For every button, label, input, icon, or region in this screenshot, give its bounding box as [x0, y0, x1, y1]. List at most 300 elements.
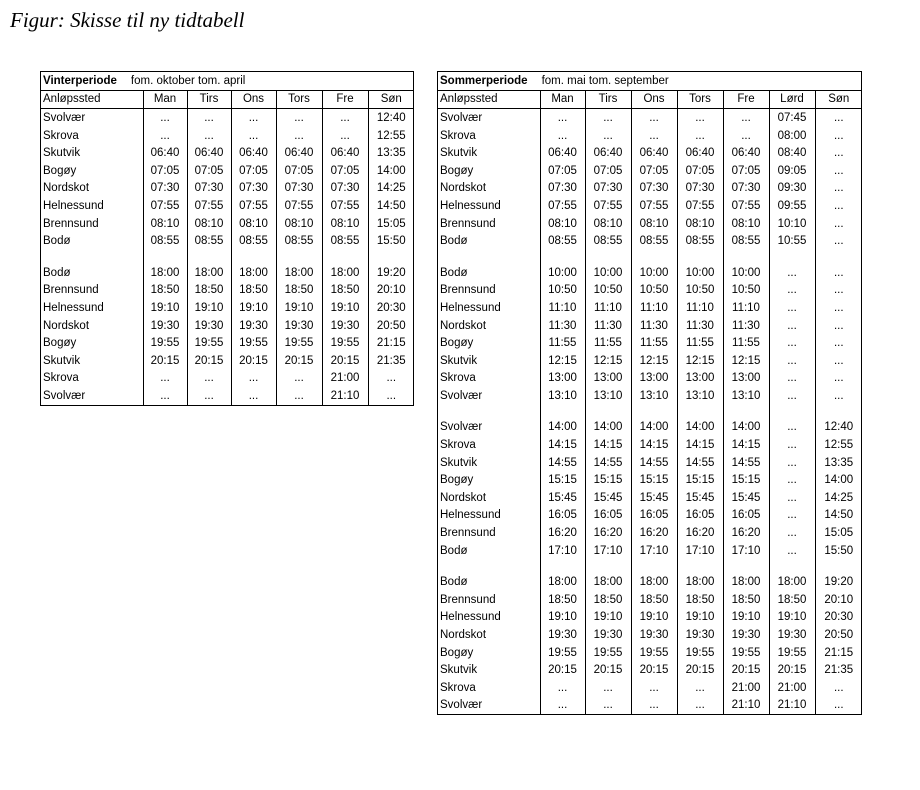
gap-cell: [437, 250, 540, 264]
winter-title: Vinterperiode: [43, 74, 117, 87]
summer-timetable: [437, 71, 862, 715]
departure-time: 19:55: [677, 644, 723, 662]
departure-time: ...: [187, 387, 231, 405]
departure-time: ...: [769, 370, 815, 388]
stop-name: Nordskot: [43, 182, 90, 195]
gap-cell: [815, 559, 862, 573]
departure-time: 07:55: [143, 197, 187, 215]
departure-time: 19:10: [187, 299, 231, 317]
table-row: [40, 387, 414, 405]
summer-title: Sommerperiode: [440, 74, 528, 87]
departure-time: 19:55: [723, 644, 769, 662]
departure-time: 19:30: [631, 626, 677, 644]
departure-time: 15:45: [585, 489, 631, 507]
departure-time: 19:55: [187, 334, 231, 352]
departure-time: 11:55: [585, 334, 631, 352]
departure-time: 19:30: [276, 317, 322, 335]
departure-time: ...: [540, 109, 585, 127]
departure-time: 07:05: [187, 162, 231, 180]
departure-time: ...: [540, 127, 585, 145]
stop-name: Helnessund: [440, 509, 501, 522]
departure-time: 20:15: [322, 352, 368, 370]
departure-time: 09:30: [769, 180, 815, 198]
departure-time: 06:40: [723, 144, 769, 162]
departure-time: 20:15: [540, 661, 585, 679]
stop-name: Nordskot: [440, 182, 487, 195]
departure-time: 19:10: [276, 299, 322, 317]
departure-time: 12:15: [585, 352, 631, 370]
departure-time: 06:40: [322, 144, 368, 162]
departure-time: 08:10: [143, 215, 187, 233]
departure-time: 21:35: [368, 352, 414, 370]
departure-time: ...: [585, 679, 631, 697]
departure-time: 07:55: [231, 197, 276, 215]
departure-time: 19:55: [540, 644, 585, 662]
departure-time: 07:30: [143, 180, 187, 198]
departure-time: ...: [276, 387, 322, 405]
departure-time: ...: [815, 370, 862, 388]
table-row: [437, 644, 862, 662]
table-row: [437, 144, 862, 162]
departure-time: 08:10: [677, 215, 723, 233]
departure-time: 14:15: [723, 436, 769, 454]
departure-time: 20:15: [187, 352, 231, 370]
departure-time: 12:15: [677, 352, 723, 370]
departure-time: 08:10: [723, 215, 769, 233]
departure-time: 07:30: [631, 180, 677, 198]
departure-time: 14:55: [723, 454, 769, 472]
departure-time: ...: [677, 679, 723, 697]
table-row: [437, 232, 862, 250]
stop-name: Svolvær: [40, 387, 143, 405]
departure-time: 20:15: [631, 661, 677, 679]
departure-time: ...: [322, 109, 368, 127]
departure-time: 19:55: [231, 334, 276, 352]
table-row: [437, 626, 862, 644]
departure-time: 14:55: [540, 454, 585, 472]
table-row: [437, 334, 862, 352]
departure-time: 13:10: [540, 387, 585, 405]
table-row: [437, 609, 862, 627]
day-column-header: Fre: [322, 90, 368, 109]
departure-time: 06:40: [631, 144, 677, 162]
departure-time: 19:30: [723, 626, 769, 644]
departure-time: 19:10: [585, 609, 631, 627]
departure-time: ...: [815, 299, 862, 317]
table-row: [437, 162, 862, 180]
section-gap: [40, 250, 414, 264]
gap-cell: [40, 250, 143, 264]
departure-time: 17:10: [723, 542, 769, 560]
gap-cell: [322, 250, 368, 264]
departure-time: ...: [769, 282, 815, 300]
departure-time: 21:35: [815, 661, 862, 679]
stop-name: Skutvik: [440, 456, 478, 469]
departure-time: 10:50: [585, 282, 631, 300]
departure-time: 07:30: [723, 180, 769, 198]
gap-cell: [723, 250, 769, 264]
departure-time: 17:10: [631, 542, 677, 560]
departure-time: 06:40: [276, 144, 322, 162]
departure-time: 10:50: [677, 282, 723, 300]
departure-time: ...: [769, 454, 815, 472]
departure-time: 08:10: [322, 215, 368, 233]
day-column-header: Søn: [368, 90, 414, 109]
table-row: [40, 215, 414, 233]
departure-time: 15:50: [368, 232, 414, 250]
departure-time: 11:10: [723, 299, 769, 317]
stop-name: Brennsund: [440, 284, 496, 297]
departure-time: 18:00: [276, 264, 322, 282]
departure-time: 19:30: [585, 626, 631, 644]
departure-time: 07:05: [231, 162, 276, 180]
stop-name: Skrova: [440, 681, 476, 694]
table-row: [437, 197, 862, 215]
table-row: [40, 127, 414, 145]
stop-name: Skutvik: [43, 354, 81, 367]
table-row: [437, 180, 862, 198]
departure-time: 12:55: [368, 127, 414, 145]
departure-time: 13:10: [677, 387, 723, 405]
departure-time: 06:40: [187, 144, 231, 162]
departure-time: 19:10: [723, 609, 769, 627]
section-gap: [437, 405, 862, 419]
gap-cell: [677, 250, 723, 264]
departure-time: 11:30: [677, 317, 723, 335]
departure-time: 18:50: [231, 282, 276, 300]
departure-time: 13:00: [677, 370, 723, 388]
departure-time: 18:50: [143, 282, 187, 300]
gap-cell: [437, 405, 540, 419]
departure-time: 18:50: [276, 282, 322, 300]
departure-time: 15:45: [723, 489, 769, 507]
departure-time: 12:15: [723, 352, 769, 370]
departure-time: 19:10: [540, 609, 585, 627]
departure-time: 07:30: [276, 180, 322, 198]
gap-cell: [231, 250, 276, 264]
stop-name: Brennsund: [440, 217, 496, 230]
day-column-header: Tors: [276, 90, 322, 109]
winter-timetable: [40, 71, 414, 406]
table-row: [437, 542, 862, 560]
departure-time: 07:30: [677, 180, 723, 198]
departure-time: 18:00: [631, 573, 677, 591]
stop-name: Svolvær: [43, 111, 86, 124]
departure-time: 15:15: [585, 471, 631, 489]
departure-time: 20:15: [677, 661, 723, 679]
stop-name: Bodø: [440, 266, 468, 279]
departure-time: 07:55: [540, 197, 585, 215]
departure-time: 14:15: [585, 436, 631, 454]
figure-caption: Figur: Skisse til ny tidtabell: [10, 8, 245, 32]
departure-time: 11:30: [540, 317, 585, 335]
departure-time: 07:55: [677, 197, 723, 215]
departure-time: 20:15: [723, 661, 769, 679]
departure-time: 15:45: [631, 489, 677, 507]
departure-time: ...: [631, 679, 677, 697]
gap-cell: [187, 250, 231, 264]
departure-time: ...: [769, 387, 815, 405]
departure-time: ...: [585, 109, 631, 127]
departure-time: 19:30: [322, 317, 368, 335]
stop-name: Skrova: [440, 129, 476, 142]
table-row: [40, 197, 414, 215]
section-gap: [437, 559, 862, 573]
departure-time: 07:05: [677, 162, 723, 180]
departure-time: ...: [143, 387, 187, 405]
table-row: [437, 454, 862, 472]
departure-time: 16:05: [631, 507, 677, 525]
gap-cell: [769, 559, 815, 573]
departure-time: 20:10: [368, 282, 414, 300]
departure-time: 14:00: [815, 471, 862, 489]
departure-time: 21:10: [322, 387, 368, 405]
stop-name: Brennsund: [440, 527, 496, 540]
departure-time: 19:55: [585, 644, 631, 662]
departure-time: 21:00: [322, 370, 368, 388]
table-row: [40, 232, 414, 250]
stop-name: Skrova: [440, 439, 476, 452]
stop-name: Helnessund: [440, 199, 501, 212]
departure-time: 08:55: [231, 232, 276, 250]
gap-cell: [143, 250, 187, 264]
stop-name: Bogøy: [440, 337, 474, 350]
departure-time: 18:00: [769, 573, 815, 591]
gap-cell: [815, 405, 862, 419]
departure-time: 18:00: [723, 573, 769, 591]
departure-time: ...: [276, 109, 322, 127]
departure-time: 07:55: [723, 197, 769, 215]
departure-time: ...: [187, 370, 231, 388]
stop-name: Skutvik: [440, 147, 478, 160]
departure-time: 19:10: [631, 609, 677, 627]
departure-time: 19:55: [769, 644, 815, 662]
departure-time: 18:50: [585, 591, 631, 609]
departure-time: 08:55: [187, 232, 231, 250]
departure-time: 17:10: [677, 542, 723, 560]
summer-header-row: [437, 90, 862, 109]
departure-time: 06:40: [677, 144, 723, 162]
table-row: [437, 524, 862, 542]
stop-name: Bogøy: [440, 474, 474, 487]
departure-time: 14:25: [368, 180, 414, 198]
departure-time: 12:15: [631, 352, 677, 370]
departure-time: 20:30: [368, 299, 414, 317]
departure-time: 14:00: [368, 162, 414, 180]
departure-time: ...: [815, 317, 862, 335]
table-row: [437, 352, 862, 370]
departure-time: 18:50: [677, 591, 723, 609]
departure-time: 11:55: [540, 334, 585, 352]
departure-time: ...: [231, 127, 276, 145]
departure-time: 14:55: [585, 454, 631, 472]
departure-time: 12:55: [815, 436, 862, 454]
departure-time: 08:10: [231, 215, 276, 233]
departure-time: 21:00: [769, 679, 815, 697]
departure-time: 18:50: [631, 591, 677, 609]
departure-time: 08:55: [540, 232, 585, 250]
stop-name: Nordskot: [440, 319, 487, 332]
stop-name: Bodø: [440, 235, 468, 248]
stop-name: Helnessund: [440, 301, 501, 314]
departure-time: ...: [187, 127, 231, 145]
table-row: [40, 180, 414, 198]
stop-name: Nordskot: [440, 491, 487, 504]
summer-title-cell: [437, 72, 862, 91]
departure-time: ...: [368, 370, 414, 388]
departure-time: ...: [815, 387, 862, 405]
departure-time: 10:10: [769, 215, 815, 233]
departure-time: 14:25: [815, 489, 862, 507]
departure-time: ...: [631, 109, 677, 127]
departure-time: ...: [815, 232, 862, 250]
departure-time: 10:50: [631, 282, 677, 300]
table-row: [40, 370, 414, 388]
gap-cell: [723, 559, 769, 573]
departure-time: 18:50: [322, 282, 368, 300]
day-column-header: Søn: [815, 90, 862, 109]
departure-time: 19:20: [368, 264, 414, 282]
departure-time: 15:15: [540, 471, 585, 489]
gap-cell: [769, 250, 815, 264]
gap-cell: [631, 405, 677, 419]
departure-time: 13:00: [540, 370, 585, 388]
departure-time: 10:00: [723, 264, 769, 282]
departure-time: 19:30: [231, 317, 276, 335]
departure-time: 11:10: [631, 299, 677, 317]
departure-time: ...: [769, 334, 815, 352]
gap-cell: [769, 405, 815, 419]
day-column-header: Tors: [677, 90, 723, 109]
departure-time: 08:55: [631, 232, 677, 250]
departure-time: ...: [540, 679, 585, 697]
table-row: [437, 127, 862, 145]
departure-time: 13:10: [585, 387, 631, 405]
table-row: [40, 264, 414, 282]
departure-time: 10:00: [585, 264, 631, 282]
stop-name: Skrova: [43, 372, 79, 385]
departure-time: 19:30: [677, 626, 723, 644]
departure-time: 12:40: [815, 419, 862, 437]
departure-time: 06:40: [540, 144, 585, 162]
departure-time: 15:45: [540, 489, 585, 507]
gap-cell: [723, 405, 769, 419]
departure-time: ...: [723, 109, 769, 127]
departure-time: 16:05: [677, 507, 723, 525]
gap-cell: [631, 559, 677, 573]
departure-time: ...: [769, 542, 815, 560]
departure-time: 18:00: [677, 573, 723, 591]
stop-name: Brennsund: [43, 217, 99, 230]
departure-time: 19:55: [276, 334, 322, 352]
departure-time: 16:05: [540, 507, 585, 525]
stop-name: Skutvik: [43, 147, 81, 160]
departure-time: 20:50: [368, 317, 414, 335]
departure-time: ...: [815, 162, 862, 180]
stop-name: Bodø: [440, 544, 468, 557]
departure-time: 20:15: [143, 352, 187, 370]
stop-name: Bodø: [43, 266, 71, 279]
table-row: [437, 299, 862, 317]
stop-name: Brennsund: [440, 593, 496, 606]
departure-time: 18:00: [540, 573, 585, 591]
departure-time: ...: [677, 127, 723, 145]
departure-time: 08:55: [322, 232, 368, 250]
departure-time: ...: [815, 282, 862, 300]
table-row: [40, 162, 414, 180]
departure-time: 07:30: [585, 180, 631, 198]
departure-time: 10:00: [631, 264, 677, 282]
departure-time: 21:10: [723, 697, 769, 715]
table-row: [437, 679, 862, 697]
departure-time: ...: [769, 299, 815, 317]
departure-time: 07:55: [276, 197, 322, 215]
departure-time: 08:10: [631, 215, 677, 233]
departure-time: 19:30: [143, 317, 187, 335]
departure-time: 21:15: [368, 334, 414, 352]
departure-time: ...: [815, 215, 862, 233]
table-row: [437, 419, 862, 437]
stop-name: Svolvær: [437, 697, 540, 715]
departure-time: 08:40: [769, 144, 815, 162]
departure-time: ...: [585, 697, 631, 715]
departure-time: 12:15: [540, 352, 585, 370]
departure-time: ...: [769, 352, 815, 370]
departure-time: 21:15: [815, 644, 862, 662]
day-column-header: Lørd: [769, 90, 815, 109]
day-column-header: Man: [540, 90, 585, 109]
table-row: [437, 489, 862, 507]
departure-time: 18:00: [187, 264, 231, 282]
stop-name: Bodø: [440, 576, 468, 589]
departure-time: 18:00: [231, 264, 276, 282]
section-gap: [437, 250, 862, 264]
departure-time: 08:10: [585, 215, 631, 233]
stop-name: Svolvær: [440, 111, 483, 124]
departure-time: ...: [276, 370, 322, 388]
departure-time: 07:55: [187, 197, 231, 215]
departure-time: 07:05: [276, 162, 322, 180]
departure-time: ...: [143, 370, 187, 388]
departure-time: 15:15: [677, 471, 723, 489]
departure-time: 14:15: [631, 436, 677, 454]
stop-column-header: Anløpssted: [40, 90, 143, 109]
departure-time: 11:10: [585, 299, 631, 317]
table-row: [437, 264, 862, 282]
departure-time: 08:55: [723, 232, 769, 250]
table-row: [437, 573, 862, 591]
gap-cell: [677, 559, 723, 573]
departure-time: 18:50: [769, 591, 815, 609]
departure-time: 08:00: [769, 127, 815, 145]
departure-time: ...: [769, 524, 815, 542]
gap-cell: [585, 405, 631, 419]
departure-time: 19:30: [187, 317, 231, 335]
departure-time: 07:30: [231, 180, 276, 198]
departure-time: 14:55: [631, 454, 677, 472]
departure-time: 07:30: [540, 180, 585, 198]
departure-time: 15:15: [631, 471, 677, 489]
gap-cell: [631, 250, 677, 264]
table-row: [40, 334, 414, 352]
departure-time: 13:35: [368, 144, 414, 162]
departure-time: 10:50: [723, 282, 769, 300]
departure-time: 17:10: [585, 542, 631, 560]
departure-time: 07:30: [322, 180, 368, 198]
gap-cell: [276, 250, 322, 264]
departure-time: ...: [769, 436, 815, 454]
stop-name: Nordskot: [43, 319, 90, 332]
